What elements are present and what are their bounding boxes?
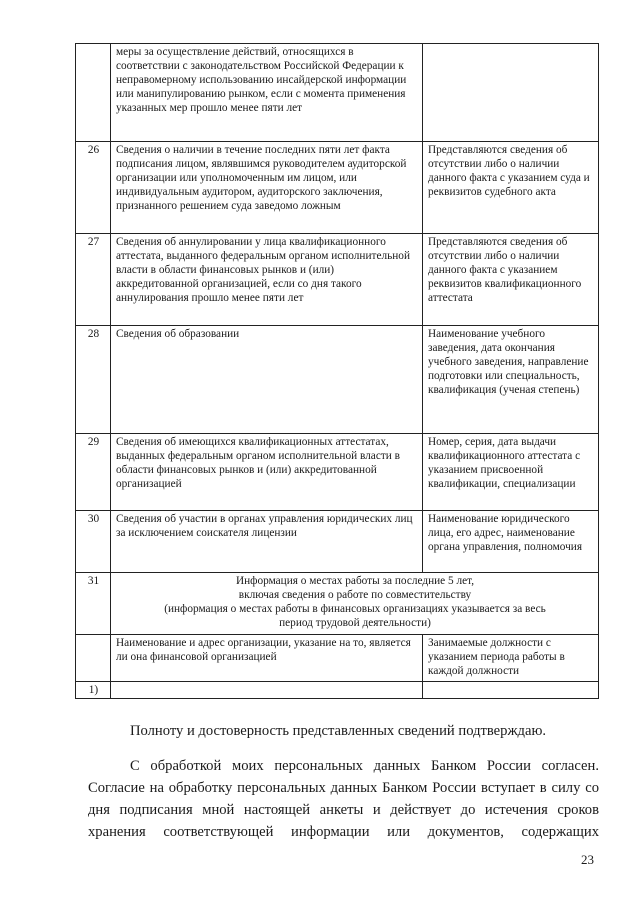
row-requirement: [423, 44, 599, 142]
consent-paragraph: [88, 755, 599, 843]
table-row: [76, 44, 599, 142]
row-requirement: Наименование юридического лица, его адрес, наименование органа управления, полномочия: [423, 511, 599, 573]
questionnaire-table: [75, 43, 599, 699]
table-row: [76, 234, 599, 326]
row-requirement: Номер, серия, дата выдачи квалификационного аттестата с указанием присвоенной квалификации, специализации: [423, 434, 599, 511]
organization-cell: [111, 682, 423, 699]
table-subheader-row: [76, 635, 599, 682]
page-number: 23: [581, 852, 594, 867]
work-history-header: [111, 573, 599, 635]
confirmation-paragraph: Полноту и достоверность представленных сведений подтверждаю.: [130, 723, 546, 739]
work-history-header-line: Информация о местах работы за последние 5 лет,: [235, 575, 475, 587]
work-history-header-line: период трудовой деятельности): [279, 617, 431, 629]
row-number: 29: [76, 434, 111, 511]
table-row: [76, 142, 599, 234]
row-requirement: Представляются сведения об отсутствии либо о наличии данного факта с указанием суда и реквизитов судебного акта: [423, 142, 599, 234]
subheader-organization: Наименование и адрес организации, указание на то, является ли она финансовой организацией: [111, 635, 423, 682]
table-row: [76, 511, 599, 573]
subheader-positions: Занимаемые должности с указанием периода работы в каждой должности: [423, 635, 599, 682]
row-requirement: Представляются сведения об отсутствии либо о наличии данного факта с указанием реквизитов квалификационного аттестата: [423, 234, 599, 326]
row-description: Сведения об имеющихся квалификационных аттестатах, выданных федеральным органом исполнительной власти в области финансовых рынков и (или) аккредитованной организацией: [111, 434, 423, 511]
table-row: [76, 434, 599, 511]
row-number: 28: [76, 326, 111, 434]
row-description: Сведения об образовании: [111, 326, 423, 434]
row-description: Сведения об аннулировании у лица квалификационного аттестата, выданного федеральным органом исполнительной власти в области финансовых рынков и (или) аккредитованной организацией, если со дня такого аннулирования прошло менее пяти лет: [111, 234, 423, 326]
row-requirement: Наименование учебного заведения, дата окончания учебного заведения, направление подготовки или специальность, квалификация (ученая степень): [423, 326, 599, 434]
table-row-section-header: [76, 573, 599, 635]
row-description: Сведения о наличии в течение последних пяти лет факта подписания лицом, являвшимся руководителем аудиторской организации или уполномоченным им лицом, или индивидуальным аудитором, аудиторского заключения, признанного решением суда заведомо ложным: [111, 142, 423, 234]
row-number: [76, 44, 111, 142]
row-number: [76, 635, 111, 682]
row-number: 30: [76, 511, 111, 573]
positions-cell: [423, 682, 599, 699]
row-description: Сведения об участии в органах управления юридических лиц за исключением соискателя лицензии: [111, 511, 423, 573]
table-row: [76, 326, 599, 434]
work-history-header-line: включая сведения о работе по совместительству: [238, 589, 472, 601]
row-number: 31: [76, 573, 111, 635]
row-number: 1): [76, 682, 111, 699]
table-row: [76, 682, 599, 699]
row-description: меры за осуществление действий, относящихся в соответствии с законодательством Российской Федерации к неправомерному использованию инсайдерской информации или манипулированию рынком, если с момента применения указанных мер прошло менее пяти лет: [111, 44, 423, 142]
row-number: 26: [76, 142, 111, 234]
consent-text: С обработкой моих персональных данных Банком России согласен. Согласие на обработку персональных данных Банком России вступает в силу со дня подписания мной настоящей анкеты и действует до истечения сроков хранения соответствующей информации или документов, содержащих: [88, 758, 599, 840]
row-number: 27: [76, 234, 111, 326]
work-history-header-line: (информация о местах работы в финансовых организациях указывается за весь: [164, 603, 546, 615]
